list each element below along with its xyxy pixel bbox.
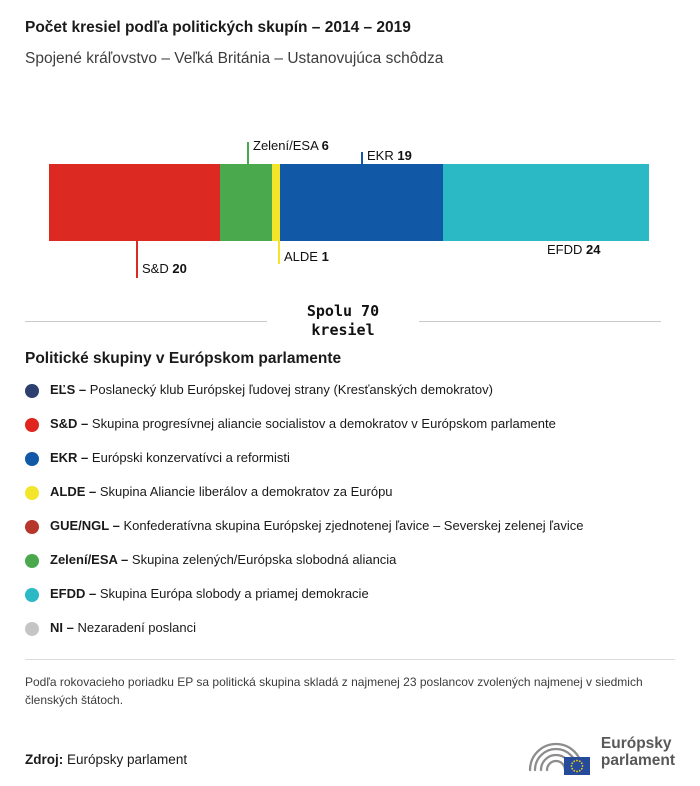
group-abbr: GUE/NGL – [50, 518, 120, 534]
group-color-dot-ni [25, 622, 39, 636]
group-abbr: NI – [50, 620, 74, 636]
legend-item-gue-ngl [25, 510, 675, 544]
legend-text [50, 484, 393, 501]
group-desc: Poslanecký klub Európskej ľudovej strany (Kresťanských demokratov) [89, 382, 493, 398]
group-desc: Skupina Aliancie liberálov a demokratov za Európu [99, 484, 393, 500]
page-subtitle: Spojené kráľovstvo – Veľká Británia – Ustanovujúca schôdza [25, 50, 444, 68]
bar-segment-efdd [443, 164, 649, 241]
legend-item-efdd [25, 578, 675, 612]
source-label: Zdroj: [25, 751, 64, 767]
segment-name: S&D [142, 260, 169, 276]
group-color-dot-alde [25, 486, 39, 500]
segment-label-alde [284, 249, 329, 264]
group-color-dot-efdd [25, 588, 39, 602]
segment-name: ALDE [284, 248, 318, 264]
legend-item-alde [25, 476, 675, 510]
legend-item-ni [25, 612, 675, 646]
group-color-dot-els [25, 384, 39, 398]
segment-name: Zelení/ESA [253, 137, 319, 153]
group-color-dot-ekr [25, 452, 39, 466]
divider [25, 659, 675, 660]
bar-segment-sd [49, 164, 220, 241]
total-line2: kresiel [311, 321, 375, 340]
group-abbr: EKR – [50, 450, 89, 466]
legend-item-els [25, 374, 675, 408]
european-parliament-logo [528, 726, 675, 779]
logo-line2: parlament [600, 752, 675, 770]
total-seats [25, 302, 661, 341]
segment-name: EKR [367, 147, 394, 163]
stacked-bar-chart [0, 136, 700, 286]
bar-segment-ekr [280, 164, 443, 241]
rule-left [25, 321, 267, 322]
bar-segment-zeleni-esa [220, 164, 271, 241]
legend-item-zeleni-esa [25, 544, 675, 578]
legend-item-sd [25, 408, 675, 442]
total-seats-label [307, 302, 379, 341]
segment-value: 24 [586, 241, 601, 257]
legend-text [50, 620, 196, 637]
group-color-dot-gue-ngl [25, 520, 39, 534]
footnote: Podľa rokovacieho poriadku EP sa politická skupina skladá z najmenej 23 poslancov zvolených najmenej v siedmich členských štátoch. [25, 674, 643, 708]
group-color-dot-sd [25, 418, 39, 432]
logo-wordmark [601, 735, 675, 770]
legend-text [50, 552, 396, 569]
legend-text [50, 382, 493, 399]
legend-text [50, 518, 583, 535]
group-abbr: EFDD – [50, 586, 97, 602]
legend-item-ekr [25, 442, 675, 476]
connector-line-sd [136, 241, 138, 278]
group-desc: Skupina progresívnej aliancie socialistov a demokratov v Európskom parlamente [91, 416, 556, 432]
group-desc: Európski konzervatívci a reformisti [91, 450, 290, 466]
segment-label-sd [142, 261, 187, 276]
segment-value: 20 [172, 260, 187, 276]
segment-value: 6 [321, 137, 329, 153]
legend-text [50, 416, 556, 433]
rule-right [419, 321, 661, 322]
bar-segment-alde [272, 164, 281, 241]
connector-line-zeleni-esa [247, 142, 249, 164]
group-abbr: Zelení/ESA – [50, 552, 129, 568]
page-title: Počet kresiel podľa politických skupín – 2014 – 2019 [25, 19, 411, 36]
segment-label-efdd [547, 242, 600, 257]
source [25, 752, 187, 767]
stacked-bar [49, 164, 649, 241]
group-abbr: S&D – [50, 416, 89, 432]
segment-label-zeleni-esa [253, 138, 329, 153]
group-desc: Nezaradení poslanci [77, 620, 196, 636]
group-abbr: ALDE – [50, 484, 97, 500]
group-color-dot-zeleni-esa [25, 554, 39, 568]
segment-value: 19 [397, 147, 412, 163]
hemicycle-icon [528, 726, 592, 779]
group-desc: Skupina zelených/Európska slobodná aliancia [131, 552, 397, 568]
footer [25, 726, 675, 779]
legend-heading: Politické skupiny v Európskom parlamente [25, 349, 342, 367]
group-desc: Skupina Európa slobody a priamej demokracie [99, 586, 369, 602]
connector-line-alde [278, 241, 280, 264]
total-line1: Spolu 70 [306, 301, 380, 320]
group-desc: Konfederatívna skupina Európskej zjednotenej ľavice – Severskej zelenej ľavice [123, 518, 584, 534]
logo-line1: Európsky [600, 734, 672, 752]
segment-label-ekr [367, 148, 412, 163]
connector-line-ekr [361, 152, 363, 164]
segment-name: EFDD [547, 241, 583, 257]
legend-text [50, 586, 369, 603]
legend-text [50, 450, 290, 467]
group-abbr: EĽS – [50, 382, 87, 398]
legend-list [25, 374, 675, 646]
source-value: Európsky parlament [67, 751, 188, 767]
segment-value: 1 [321, 248, 329, 264]
